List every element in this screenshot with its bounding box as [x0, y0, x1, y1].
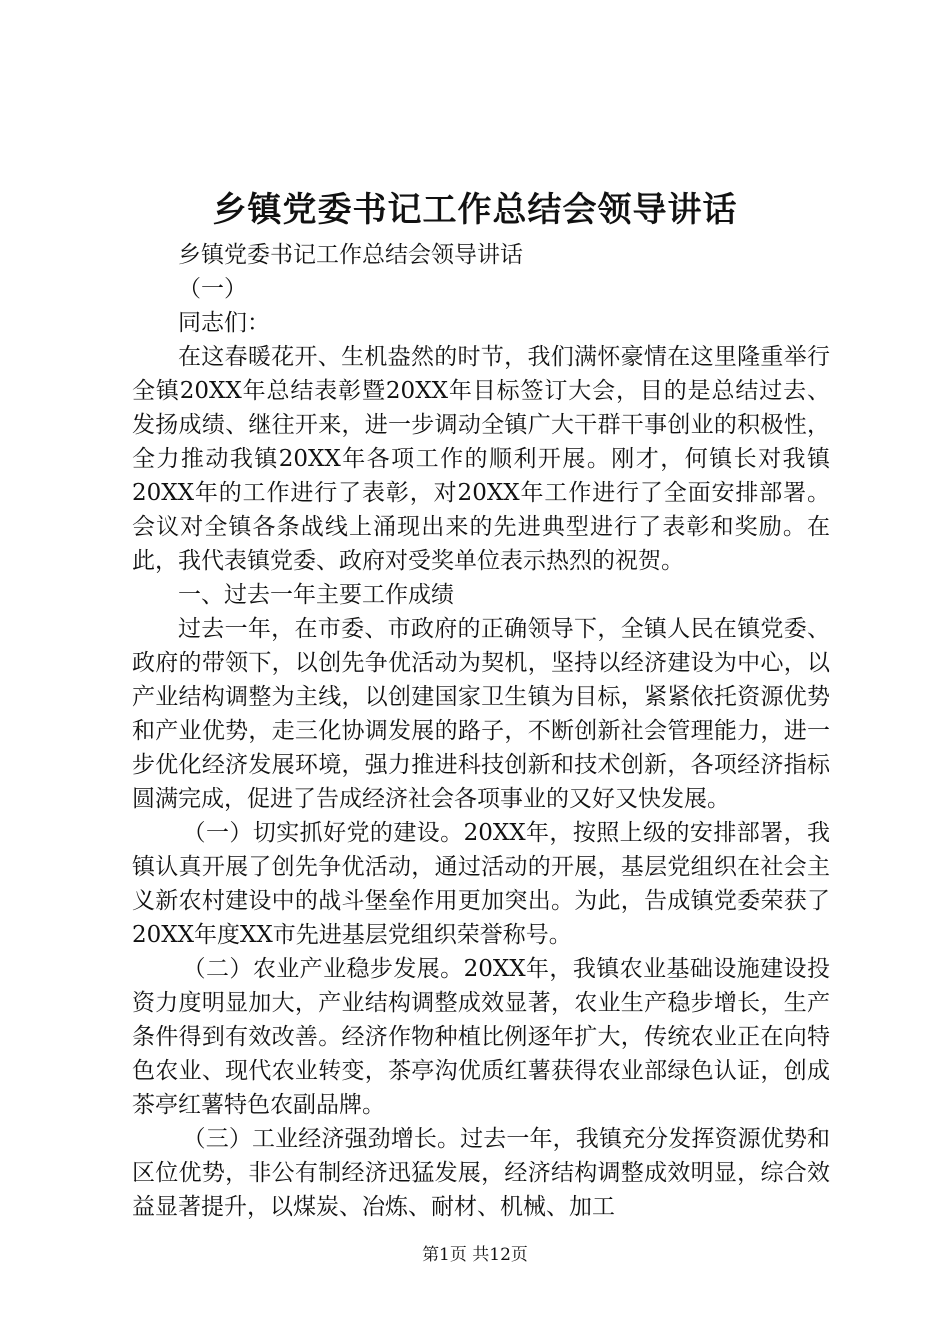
paragraph-agriculture: （二）农业产业稳步发展。20XX年，我镇农业基础设施建设投资力度明显加大，产业结构调整成效显著，农业生产稳步增长，生产条件得到有效改善。经济作物种植比例逐年扩大，传统农业正在向特色农业、现代农业转变，茶亭沟优质红薯获得农业部绿色认证，创成茶亭红薯特色农副品牌。 — [132, 956, 830, 1118]
paragraph-subtitle: 乡镇党委书记工作总结会领导讲话 — [178, 242, 523, 268]
paragraph-part-number: （一） — [178, 276, 247, 302]
paragraph-summary: 过去一年，在市委、市政府的正确领导下，全镇人民在镇党委、政府的带领下，以创先争优活动为契机，坚持以经济建设为中心，以产业结构调整为主线，以创建国家卫生镇为目标，紧紧依托资源优势和产业优势，走三化协调发展的路子，不断创新社会管理能力，进一步优化经济发展环境，强力推进科技创新和技术创新，各项经济指标圆满完成，促进了告成经济社会各项事业的又好又快发展。 — [132, 616, 830, 812]
paragraph-salutation: 同志们： — [178, 310, 270, 336]
document-body — [132, 238, 830, 1224]
paragraph-intro: 在这春暖花开、生机盎然的时节，我们满怀豪情在这里隆重举行全镇20XX年总结表彰暨20XX年目标签订大会，目的是总结过去、发扬成绩、继往开来，进一步调动全镇广大干群干事创业的积极性，全力推动我镇20XX年各项工作的顺利开展。刚才，何镇长对我镇20XX年的工作进行了表彰，对20XX年工作进行了全面安排部署。会议对全镇各条战线上涌现出来的先进典型进行了表彰和奖励。在此，我代表镇党委、政府对受奖单位表示热烈的祝贺。 — [132, 344, 830, 574]
document-title: 乡镇党委书记工作总结会领导讲话 — [212, 190, 738, 230]
paragraph-party-building: （一）切实抓好党的建设。20XX年，按照上级的安排部署，我镇认真开展了创先争优活动，通过活动的开展，基层党组织在社会主义新农村建设中的战斗堡垒作用更加突出。为此，告成镇党委荣获了20XX年度XX市先进基层党组织荣誉称号。 — [132, 820, 830, 948]
paragraph-industry: （三）工业经济强劲增长。过去一年，我镇充分发挥资源优势和区位优势，非公有制经济迅猛发展，经济结构调整成效明显，综合效益显著提升，以煤炭、冶炼、耐材、机械、加工 — [132, 1126, 830, 1220]
page-number: 第1页 共12页 — [422, 1245, 528, 1265]
section-heading: 一、过去一年主要工作成绩 — [178, 582, 454, 608]
